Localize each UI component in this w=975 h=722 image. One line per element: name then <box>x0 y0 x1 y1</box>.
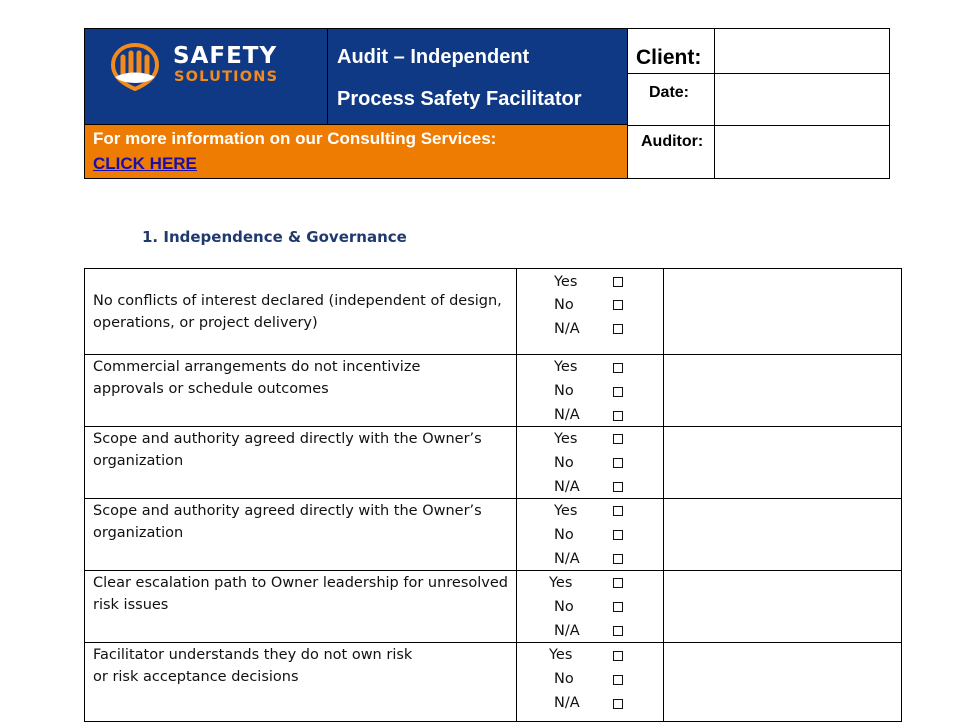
no-checkbox[interactable] <box>613 300 623 310</box>
question-line: No conflicts of interest declared (independent of design, <box>93 293 502 309</box>
question-line: Scope and authority agreed directly with the Owner’s <box>93 431 482 447</box>
comments-field[interactable] <box>664 355 901 426</box>
option-yes-label: Yes <box>554 359 578 375</box>
consulting-info-text: For more information on our Consulting Services: <box>93 129 497 148</box>
column-divider <box>516 642 517 722</box>
checklist-question <box>93 429 482 472</box>
date-value <box>715 74 889 125</box>
comments-field[interactable] <box>664 643 901 721</box>
question-line: Clear escalation path to Owner leadership for unresolved <box>93 575 509 591</box>
audit-header-table <box>84 28 890 179</box>
option-na-label: N/A <box>554 479 580 495</box>
audit-title-line2: Process Safety Facilitator <box>337 88 582 110</box>
no-checkbox[interactable] <box>613 675 623 685</box>
na-checkbox[interactable] <box>613 699 623 709</box>
na-checkbox[interactable] <box>613 626 623 636</box>
checklist-question <box>93 291 502 334</box>
yes-checkbox[interactable] <box>613 434 623 444</box>
comments-field[interactable] <box>664 269 901 354</box>
date-label-cell <box>628 73 715 126</box>
auditor-value <box>715 126 889 178</box>
brand-name-line2: SOLUTIONS <box>174 69 279 85</box>
question-line: risk issues <box>93 596 169 613</box>
no-checkbox[interactable] <box>613 387 623 397</box>
checklist-row <box>84 354 902 427</box>
no-checkbox[interactable] <box>613 458 623 468</box>
click-here-link[interactable]: CLICK HERE <box>93 154 197 173</box>
na-checkbox[interactable] <box>613 482 623 492</box>
checklist-question <box>93 645 412 688</box>
section-title: 1. Independence & Governance <box>142 228 407 246</box>
no-checkbox[interactable] <box>613 530 623 540</box>
column-divider <box>516 268 517 355</box>
client-value <box>715 29 889 73</box>
option-na-label: N/A <box>554 407 580 423</box>
yes-checkbox[interactable] <box>613 578 623 588</box>
client-label-cell <box>628 28 715 74</box>
question-line: organization <box>93 524 184 541</box>
client-field[interactable] <box>715 28 890 74</box>
comments-field[interactable] <box>664 499 901 570</box>
comments-field[interactable] <box>664 427 901 498</box>
auditor-field[interactable] <box>715 125 890 179</box>
yes-checkbox[interactable] <box>613 651 623 661</box>
question-line: Commercial arrangements do not incentivize <box>93 359 421 375</box>
yes-checkbox[interactable] <box>613 363 623 373</box>
option-na-label: N/A <box>554 623 580 639</box>
checklist-row <box>84 570 902 643</box>
logo-cell <box>84 28 328 125</box>
safety-solutions-logo-icon <box>109 41 161 91</box>
checklist-row <box>84 426 902 499</box>
option-yes-label: Yes <box>554 431 578 447</box>
option-yes-label: Yes <box>554 274 578 290</box>
audit-title-line1: Audit – Independent <box>337 46 530 68</box>
option-no-label: No <box>554 297 574 313</box>
option-na-label: N/A <box>554 321 580 337</box>
date-field[interactable] <box>715 73 890 126</box>
option-no-label: No <box>554 383 574 399</box>
column-divider <box>516 498 517 571</box>
column-divider <box>516 426 517 499</box>
checklist-question <box>93 573 508 616</box>
question-line: Facilitator understands they do not own risk <box>93 647 413 663</box>
column-divider <box>516 354 517 427</box>
question-line: organization <box>93 452 184 469</box>
client-label: Client: <box>636 46 702 69</box>
question-line: or risk acceptance decisions <box>93 668 299 685</box>
checklist-row <box>84 498 902 571</box>
question-line: approvals or schedule outcomes <box>93 380 329 397</box>
brand-name-line1: SAFETY <box>173 43 278 69</box>
yes-checkbox[interactable] <box>613 506 623 516</box>
option-no-label: No <box>554 527 574 543</box>
na-checkbox[interactable] <box>613 411 623 421</box>
option-na-label: N/A <box>554 551 580 567</box>
question-line: Scope and authority agreed directly with the Owner’s <box>93 503 482 519</box>
na-checkbox[interactable] <box>613 554 623 564</box>
audit-title-cell <box>328 28 628 125</box>
comments-field[interactable] <box>664 571 901 642</box>
auditor-label-cell <box>628 125 715 179</box>
option-no-label: No <box>554 599 574 615</box>
option-yes-label: Yes <box>549 647 573 663</box>
auditor-label: Auditor: <box>641 133 704 150</box>
na-checkbox[interactable] <box>613 324 623 334</box>
date-label: Date: <box>649 84 690 101</box>
yes-checkbox[interactable] <box>613 277 623 287</box>
option-yes-label: Yes <box>554 503 578 519</box>
option-no-label: No <box>554 455 574 471</box>
checklist-row <box>84 268 902 355</box>
column-divider <box>516 570 517 643</box>
no-checkbox[interactable] <box>613 602 623 612</box>
checklist-question <box>93 357 420 400</box>
option-no-label: No <box>554 671 574 687</box>
checklist-question <box>93 501 482 544</box>
option-na-label: N/A <box>554 695 580 711</box>
question-line: operations, or project delivery) <box>93 314 318 331</box>
consulting-info-cell <box>84 125 628 179</box>
option-yes-label: Yes <box>549 575 573 591</box>
checklist-row <box>84 642 902 722</box>
